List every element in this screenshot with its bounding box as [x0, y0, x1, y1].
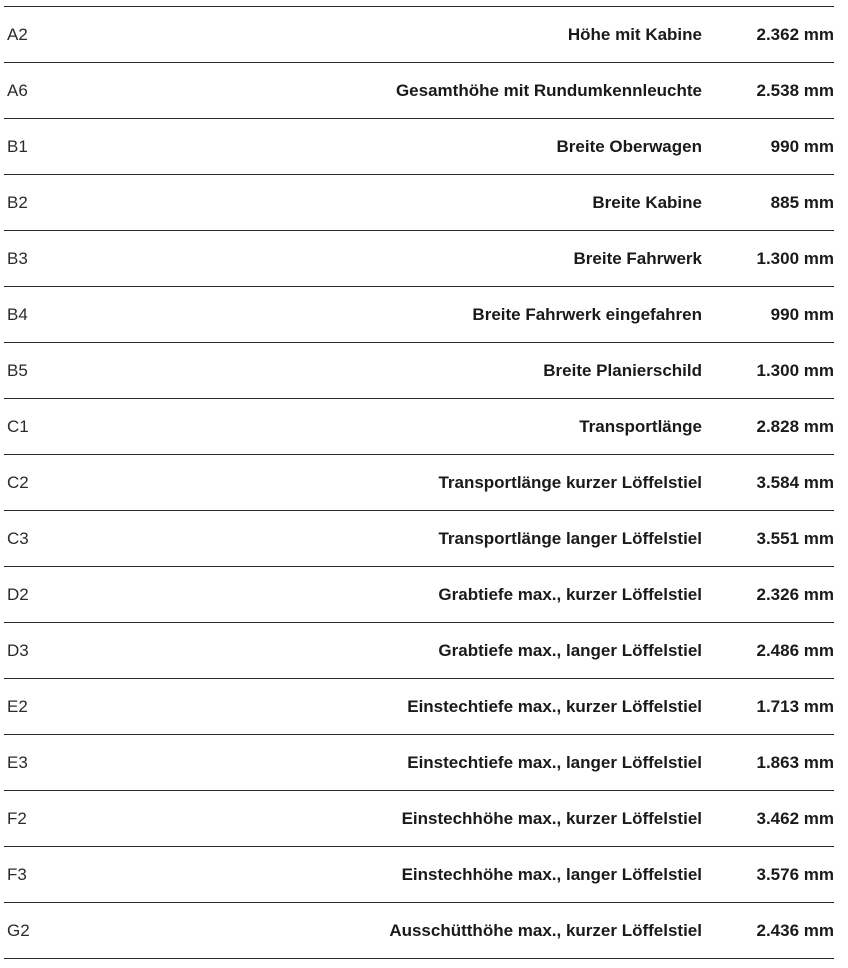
row-code: B2	[7, 193, 28, 212]
row-value: 990 mm	[770, 137, 834, 156]
row-label: Grabtiefe max., langer Löffelstiel	[438, 641, 702, 660]
row-label: Einstechhöhe max., langer Löffelstiel	[401, 865, 702, 884]
table-row	[4, 343, 834, 399]
row-label: Transportlänge kurzer Löffelstiel	[438, 473, 702, 492]
row-code: B3	[7, 249, 28, 268]
row-label: Ausschütthöhe max., kurzer Löffelstiel	[389, 921, 702, 940]
row-value: 990 mm	[770, 305, 834, 324]
row-value: 3.576 mm	[756, 865, 834, 884]
row-code: E2	[7, 697, 28, 716]
row-code: B1	[7, 137, 28, 156]
row-value: 1.863 mm	[756, 753, 834, 772]
row-code: F3	[7, 865, 27, 884]
row-label: Breite Planierschild	[543, 361, 702, 380]
row-label: Breite Oberwagen	[556, 137, 702, 156]
row-label: Einstechhöhe max., kurzer Löffelstiel	[401, 809, 702, 828]
row-value: 1.713 mm	[756, 697, 834, 716]
row-label: Transportlänge	[579, 417, 702, 436]
table-row	[4, 175, 834, 231]
table-row	[4, 399, 834, 455]
table-row	[4, 455, 834, 511]
table-row	[4, 623, 834, 679]
row-value: 1.300 mm	[756, 249, 834, 268]
row-code: C3	[7, 529, 29, 548]
table-row	[4, 567, 834, 623]
table-row	[4, 791, 834, 847]
row-value: 3.551 mm	[756, 529, 834, 548]
row-value: 1.300 mm	[756, 361, 834, 380]
row-code: A6	[7, 81, 28, 100]
table-row	[4, 287, 834, 343]
table-row	[4, 63, 834, 119]
table-row	[4, 119, 834, 175]
row-label: Höhe mit Kabine	[567, 25, 702, 44]
row-value: 2.486 mm	[756, 641, 834, 660]
table-row	[4, 7, 834, 63]
row-label: Einstechtiefe max., kurzer Löffelstiel	[407, 697, 702, 716]
row-code: C2	[7, 473, 29, 492]
row-code: D3	[7, 641, 29, 660]
table-row	[4, 231, 834, 287]
table-row	[4, 511, 834, 567]
row-code: G2	[7, 921, 30, 940]
row-value: 2.436 mm	[756, 921, 834, 940]
row-code: A2	[7, 25, 28, 44]
row-code: B5	[7, 361, 28, 380]
row-code: D2	[7, 585, 29, 604]
row-value: 2.828 mm	[756, 417, 834, 436]
row-value: 2.326 mm	[756, 585, 834, 604]
table-row	[4, 679, 834, 735]
table-row	[4, 735, 834, 791]
row-label: Gesamthöhe mit Rundumkennleuchte	[395, 81, 702, 100]
row-label: Transportlänge langer Löffelstiel	[438, 529, 702, 548]
row-label: Breite Fahrwerk eingefahren	[472, 305, 702, 324]
row-label: Breite Kabine	[592, 193, 702, 212]
row-value: 3.584 mm	[756, 473, 834, 492]
row-code: C1	[7, 417, 29, 436]
row-label: Einstechtiefe max., langer Löffelstiel	[407, 753, 702, 772]
table-row	[4, 847, 834, 903]
table-row	[4, 903, 834, 959]
row-code: F2	[7, 809, 27, 828]
row-value: 885 mm	[770, 193, 834, 212]
row-label: Breite Fahrwerk	[573, 249, 702, 268]
row-label: Grabtiefe max., kurzer Löffelstiel	[438, 585, 702, 604]
row-value: 3.462 mm	[756, 809, 834, 828]
row-code: E3	[7, 753, 28, 772]
row-value: 2.538 mm	[756, 81, 834, 100]
row-code: B4	[7, 305, 28, 324]
row-value: 2.362 mm	[756, 25, 834, 44]
